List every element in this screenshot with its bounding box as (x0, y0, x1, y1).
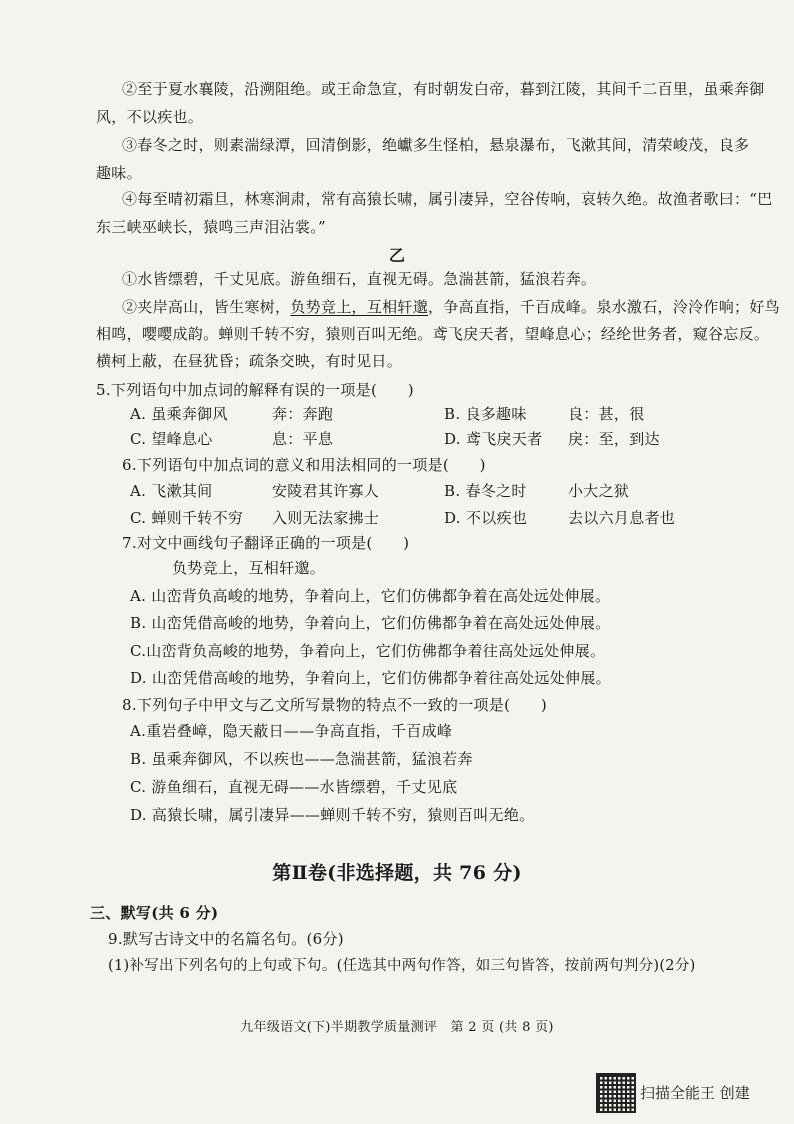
q5-option-a-gloss: 奔：奔跑 (272, 405, 334, 423)
q7-option-a: A. 山峦背负高峻的地势，争着向上，它们仿佛都争着在高处远处伸展。 (130, 587, 611, 605)
q7-option-b: B. 山峦凭借高峻的地势，争着向上，它们仿佛都争着在高处远处伸展。 (130, 614, 611, 632)
qr-code-icon (596, 1073, 636, 1113)
q6-option-c: C. 蝉则千转不穷 (130, 509, 244, 527)
part-3-heading: 三、默写(共 6 分) (90, 904, 219, 922)
q8-option-d: D. 高猿长啸，属引凄异——蝉则千转不穷，猿则百叫无绝。 (130, 806, 535, 824)
q6-option-a-compare: 安陵君其许寡人 (272, 482, 380, 500)
passage-yi-p2-pre: ②夹岸高山，皆生寒树， (122, 298, 291, 316)
q6-option-a: A. 飞漱其间 (130, 482, 213, 500)
page-footer: 九年级语文(下)半期教学质量测评 第 2 页 (共 8 页) (240, 1020, 554, 1035)
q9-stem: 9.默写古诗文中的名篇名句。(6分) (108, 930, 344, 948)
passage-jia-p4-line1: ④每至晴初霜旦，林寒涧肃，常有高猿长啸，属引凄异，空谷传响，哀转久绝。故渔者歌曰：“巴 (122, 190, 773, 208)
q8-option-b: B. 虽乘奔御风，不以疾也——急湍甚箭，猛浪若奔 (130, 750, 473, 768)
passage-jia-p4-line2: 东三峡巫峡长，猿鸣三声泪沾裳。” (96, 218, 326, 236)
passage-jia-p2-line1: ②至于夏水襄陵，沿溯阻绝。或王命急宣，有时朝发白帝，暮到江陵，其间千二百里，虽乘奔御 (122, 80, 765, 98)
q6-option-d-compare: 去以六月息者也 (568, 509, 676, 527)
passage-yi-p2-line1 (122, 296, 780, 317)
q7-option-d: D. 山峦凭借高峻的地势，争着向上，它们仿佛都争着往高处远处伸展。 (130, 669, 611, 687)
q6-option-b: B. 春冬之时 (444, 482, 527, 500)
q5-option-b: B. 良多趣味 (444, 405, 527, 423)
q5-option-d: D. 鸢飞戾天者 (444, 430, 543, 448)
scanner-brand-label: 扫描全能王 创建 (640, 1084, 750, 1102)
passage-yi-p1: ①水皆缥碧，千丈见底。游鱼细石，直视无碍。急湍甚箭，猛浪若奔。 (122, 270, 597, 288)
q6-option-b-compare: 小大之狱 (568, 482, 630, 500)
passage-yi-p2-post: ，争高直指，千百成峰。泉水激石，泠泠作响；好鸟 (428, 298, 780, 316)
passage-yi-p2-line3: 横柯上蔽，在昼犹昏；疏条交映，有时见日。 (96, 352, 403, 370)
passage-jia-p3-line1: ③春冬之时，则素湍绿潭，回清倒影，绝巘多生怪柏，悬泉瀑布，飞漱其间，清荣峻茂，良多 (122, 136, 750, 154)
q5-option-c-gloss: 息：平息 (272, 430, 334, 448)
q5-option-c: C. 望峰息心 (130, 430, 213, 448)
q6-option-d: D. 不以疾也 (444, 509, 528, 527)
q6-stem: 6.下列语句中加点词的意义和用法相同的一项是( ) (122, 456, 486, 474)
q5-stem: 5.下列语句中加点词的解释有误的一项是( ) (96, 381, 414, 399)
q8-option-c: C. 游鱼细石，直视无碍——水皆缥碧，千丈见底 (130, 778, 458, 796)
q9-part-1: (1)补写出下列名句的上句或下句。(任选其中两句作答，如三句皆答，按前两句判分)(2分) (108, 958, 696, 974)
passage-yi-p2-line2: 相鸣，嘤嘤成韵。蝉则千转不穷，猿则百叫无绝。鸢飞戾天者，望峰息心；经纶世务者，窥谷忘反。 (96, 325, 770, 343)
passage-yi-title: 乙 (388, 246, 406, 265)
q8-option-a: A.重岩叠嶂，隐天蔽日——争高直指，千百成峰 (130, 722, 453, 740)
q7-option-c: C.山峦背负高峻的地势，争着向上，它们仿佛都争着往高处远处伸展。 (130, 642, 606, 660)
passage-jia-p3-line2: 趣味。 (96, 164, 142, 182)
passage-jia-p2-line2: 风，不以疾也。 (96, 108, 204, 126)
q7-stem: 7.对文中画线句子翻译正确的一项是( ) (122, 534, 410, 552)
section-2-heading: 第Ⅱ卷(非选择题，共 76 分) (272, 862, 522, 884)
q5-option-b-gloss: 良：甚，很 (568, 405, 645, 423)
q5-option-d-gloss: 戾：至，到达 (568, 430, 660, 448)
q7-quote: 负势竞上，互相轩邈。 (172, 559, 326, 577)
underlined-sentence: 负势竞上，互相轩邈 (290, 298, 429, 316)
q6-option-c-compare: 入则无法家拂士 (272, 509, 380, 527)
q5-option-a: A. 虽乘奔御风 (130, 405, 228, 423)
q8-stem: 8.下列句子中甲文与乙文所写景物的特点不一致的一项是( ) (122, 696, 548, 714)
